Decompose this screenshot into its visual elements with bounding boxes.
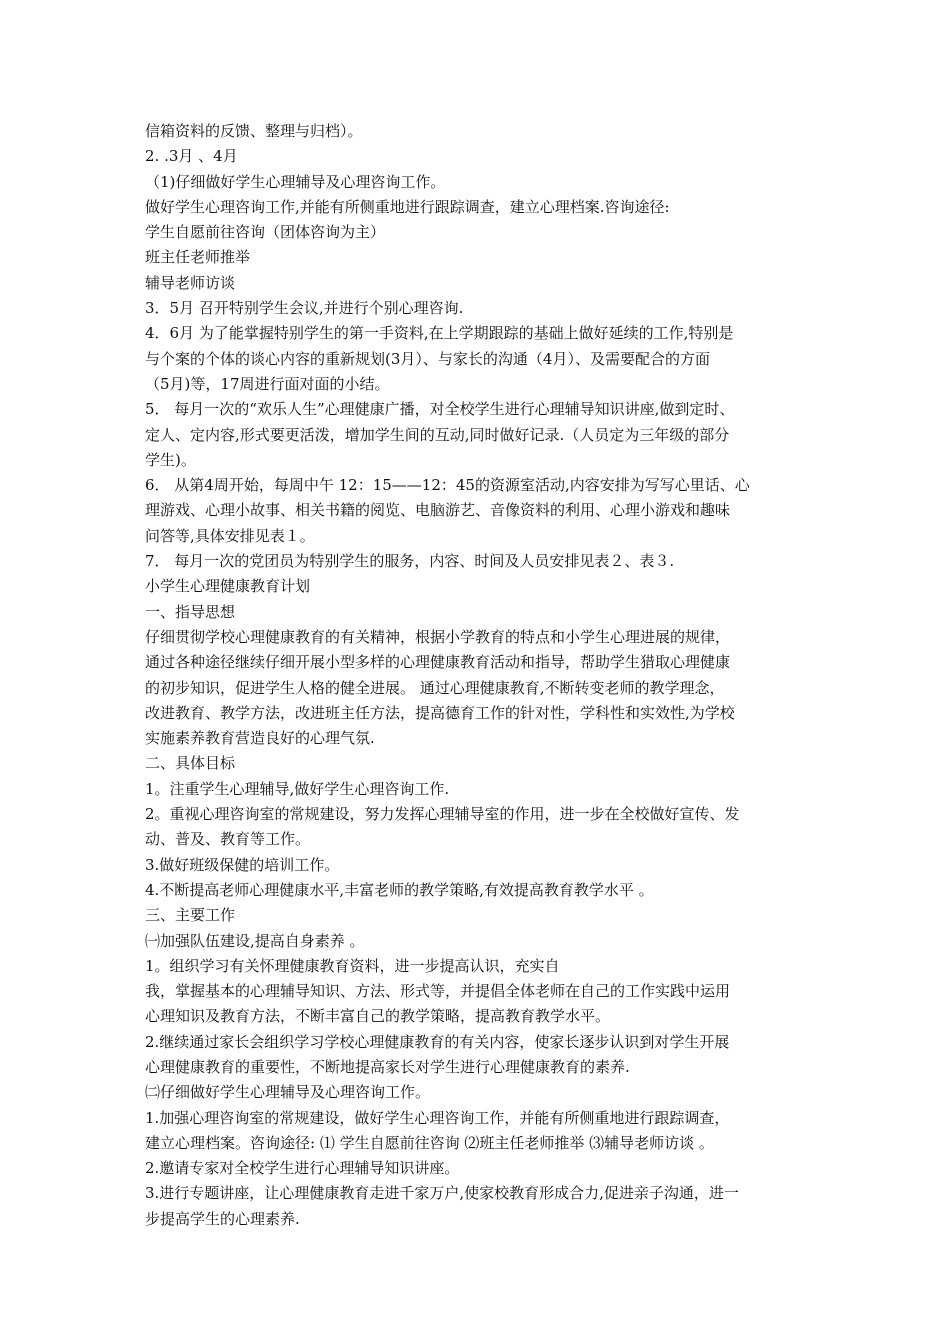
section-title: 小学生心理健康教育计划 [145, 577, 311, 596]
text-line: 辅导老师访谈 [145, 273, 236, 292]
text-line: 4.不断提高老师心理健康水平,丰富老师的教学策略,有效提高教育教学水平 。 [145, 880, 654, 899]
text-line: 做好学生心理咨询工作,并能有所侧重地进行跟踪调查，建立心理档案.咨询途径: [145, 197, 670, 216]
text-line: 心理知识及教育方法，不断丰富自己的教学策略，提高教育教学水平。 [145, 1007, 611, 1026]
text-line: 我，掌握基本的心理辅导知识、方法、形式等，并提倡全体老师在自己的工作实践中运用 [145, 982, 731, 1001]
text-line: 理游戏、心理小故事、相关书籍的阅览、电脑游艺、音像资料的利用、心理小游戏和趣味 [145, 501, 731, 520]
text-line: 7． 每月一次的党团员为特别学生的服务，内容、时间及人员安排见表２、表３. [145, 552, 675, 571]
text-line: 4．6月 为了能掌握特别学生的第一手资料,在上学期跟踪的基础上做好延续的工作,特别是 [145, 324, 734, 343]
text-line: 5． 每月一次的“欢乐人生”心理健康广播，对全校学生进行心理辅导知识讲座,做到定时、 [145, 400, 735, 419]
text-line: 1。组织学习有关怀理健康教育资料，进一步提高认识，充实自 [145, 956, 560, 975]
section-heading: 一、指导思想 [145, 602, 236, 621]
text-line: 2. .3月 、4月 [145, 147, 238, 166]
text-line: （1)仔细做好学生心理辅导及心理咨询工作。 [145, 172, 446, 191]
text-line: 学生自愿前往咨询（团体咨询为主） [145, 223, 386, 242]
text-line: （5月)等，17周进行面对面的小结。 [145, 374, 390, 393]
text-line: 3．5月 召开特别学生会议,并进行个别心理咨询. [145, 299, 464, 318]
text-line: 定人、定内容,形式要更活泼，增加学生间的互动,同时做好记录.（人员定为三年级的部分 [145, 425, 730, 444]
text-line: 动、普及、教育等工作。 [145, 830, 311, 849]
text-line: 通过各种途径继续仔细开展小型多样的心理健康教育活动和指导，帮助学生猎取心理健康 [145, 653, 731, 672]
text-line: 改进教育、教学方法，改进班主任方法，提高德育工作的针对性，学科性和实效性,为学校 [145, 703, 735, 722]
text-line: 问答等,具体安排见表１。 [145, 526, 315, 545]
document-page [145, 119, 817, 1232]
text-line: 的初步知识，促进学生人格的健全进展。 通过心理健康教育,不断转变老师的教学理念， [145, 678, 725, 697]
section-heading: 二、具体目标 [145, 754, 236, 773]
text-line: ㈠加强队伍建设,提高自身素养 。 [145, 931, 365, 950]
text-line: 信箱资料的反馈、整理与归档）。 [145, 122, 363, 140]
text-line: 6． 从第4周开始，每周中午 12：15——12：45的资源室活动,内容安排为写写心里话、心 [145, 476, 750, 495]
text-line: 仔细贯彻学校心理健康教育的有关精神，根据小学教育的特点和小学生心理进展的规律， [145, 627, 731, 646]
text-line: 班主任老师推举 [145, 248, 251, 267]
text-line: 实施素养教育营造良好的心理气氛. [145, 729, 375, 748]
text-line: ㈡仔细做好学生心理辅导及心理咨询工作。 [145, 1083, 431, 1102]
text-line: 与个案的个体的谈心内容的重新规划(3月）、与家长的沟通（4月）、及需要配合的方面 [145, 349, 710, 368]
section-heading: 三、主要工作 [145, 906, 236, 925]
text-line: 建立心理档案。咨询途径: ⑴ 学生自愿前往咨询 ⑵班主任老师推举 ⑶辅导老师访谈 。 [145, 1133, 714, 1152]
text-line: 3.做好班级保健的培训工作。 [145, 855, 340, 874]
text-line: 心理健康教育的重要性，不断地提高家长对学生进行心理健康教育的素养. [145, 1057, 630, 1076]
text-line: 2.继续通过家长会组织学习学校心理健康教育的有关内容，使家长逐步认识到对学生开展 [145, 1032, 730, 1051]
text-line: 2。重视心理咨询室的常规建设，努力发挥心理辅导室的作用，进一步在全校做好宣传、发 [145, 805, 740, 824]
text-line: 2.邀请专家对全校学生进行心理辅导知识讲座。 [145, 1159, 460, 1178]
text-line: 学生)。 [145, 450, 196, 469]
text-line: 步提高学生的心理素养. [145, 1209, 300, 1228]
text-line: 1.加强心理咨询室的常规建设，做好学生心理咨询工作，并能有所侧重地进行跟踪调查， [145, 1108, 730, 1127]
text-line: 3.进行专题讲座，让心理健康教育走进千家万户,使家校教育形成合力,促进亲子沟通，进一 [145, 1184, 739, 1203]
text-line: 1。注重学生心理辅导,做好学生心理咨询工作. [145, 779, 450, 798]
